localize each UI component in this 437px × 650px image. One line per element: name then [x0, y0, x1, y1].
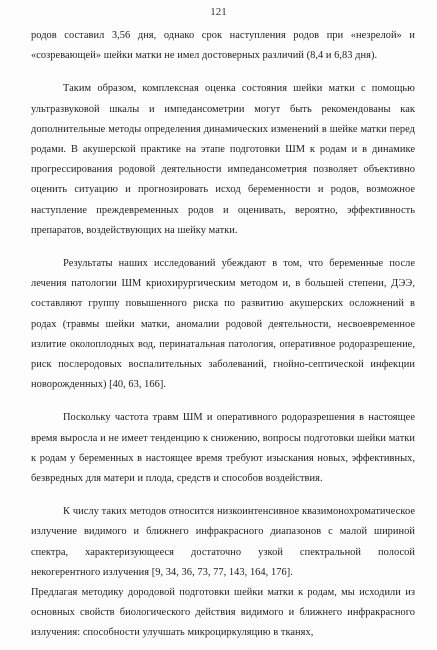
paragraph-methodology: Предлагая методику дородовой подготовки шейки матки к родам, мы исходили из основных свойств биологического действия видимого и ближнего инфракрасного излучения: способности улучшать микроциркуляцию в тканях, [31, 587, 415, 639]
paragraph-conclusion: Таким образом, комплексная оценка состояния шейки матки с помощью ультразвуковой шкалы и импедансометрии могут быть рекомендованы как дополнительные методы определения динамических изменений в шейке матки перед родами. В акушерской практике на этапе подготовки ШМ к родам и в динамике прогрессирования родовой деятельности импедансометрия позволяет объективно оценить ситуацию и прогнозировать исход беременности и родов, возможное наступление преждевременных родов и оценивать, вероятно, эффективность препаратов, воздействующих на шейку матки. [31, 83, 415, 236]
text-body [31, 26, 415, 644]
paragraph-results: Результаты наших исследований убеждают в том, что беременные после лечения патологии ШМ криохирургическим методом и, в большей степени, ДЭЭ, составляют группу повышенного риска по развитию акушерских осложнений в родах (травмы шейки матки, аномалии родовой деятельности, несвоевременное излитие околоплодных вод, перинатальная патология, оперативное родоразрешение, риск послеродовых воспалительных заболеваний, гнойно-септической инфекции новорожденных) [40, 63, 166]. [31, 258, 415, 391]
paragraph-continuation: родов составил 3,56 дня, однако срок наступления родов при «незрелой» и «созревающей» шейки матки не имел достоверных различий (8,4 и 6,83 дня). [31, 30, 415, 62]
paragraph-trauma-frequency: Поскольку частота травм ШМ и оперативного родоразрешения в настоящее время выросла и не имеет тенденцию к снижению, вопросы подготовки шейки матки к родам у беременных в настоящее время требуют изыскания новых, эффективных, безвредных для матери и плода, средств и способов воздействия. [31, 412, 415, 485]
page-number: 121 [210, 6, 227, 18]
paragraph-methods: К числу таких методов относится низкоинтенсивное квазимонохроматическое излучение видимого и ближнего инфракрасного диапазонов с малой шириной спектра, характеризующееся достаточно узкой спектральной полосой некогерентного излучения [9, 34, 36, 73, 77, 143, 164, 176]. [31, 506, 415, 578]
